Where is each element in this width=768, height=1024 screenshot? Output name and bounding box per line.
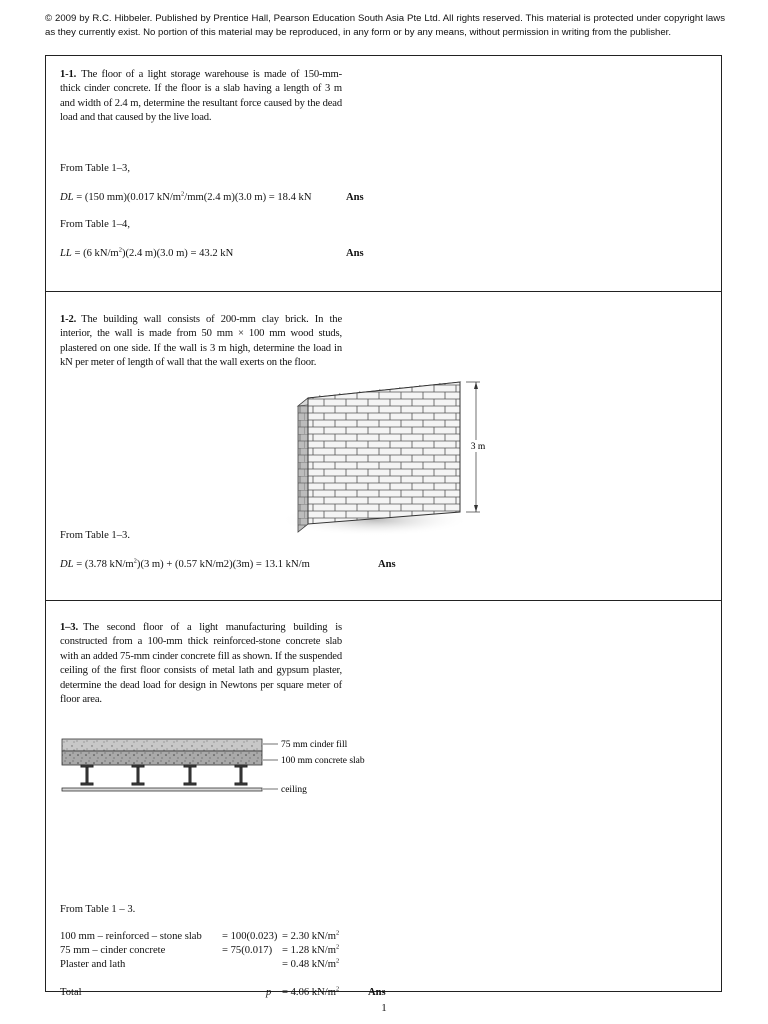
problem-1-2-statement: 1-2. The building wall consists of 200-mm clay brick. In the interior, the wall is made from 50 mm × 100 mm wood studs, plastered on one side. If the wall is 3 m high, determine the load in kN per meter of length of wall that the wall exerts on the floor. bbox=[60, 314, 342, 369]
table-reference: From Table 1–3. bbox=[60, 530, 130, 541]
live-load-equation: LL = (6 $kN/m^2)(2.4$ m)(3.0 m) = 43.2 kN bbox=[60, 246, 234, 259]
brick-wall-figure bbox=[280, 364, 500, 544]
steel-beams bbox=[81, 765, 247, 785]
load-row-label: 75 mm – cinder concrete bbox=[60, 945, 166, 956]
total-result: = 4.06 $kN/m^2$ bbox=[282, 985, 340, 998]
copyright-notice: © 2009 by R.C. Hibbeler. Published by Prentice Hall, Pearson Education South Asia Pte Ltd. All rights reserved. This material is protected under copyright laws as they currently exist. No portion of this material may be reproduced, in any form or by any means, without permission in writing from the publisher. bbox=[45, 13, 725, 38]
problem-1-3 bbox=[46, 601, 721, 998]
ceiling-label: ceiling bbox=[281, 785, 307, 795]
wall-front-face bbox=[308, 382, 460, 524]
problems-frame bbox=[45, 55, 722, 998]
total-variable: p bbox=[266, 987, 272, 998]
answer-label: Ans bbox=[346, 192, 364, 203]
problem-1-1 bbox=[46, 56, 721, 292]
page-number: 1 bbox=[381, 1002, 387, 1014]
load-row-expression: = 100(0.023) bbox=[222, 931, 278, 942]
dead-load-equation: DL = (3.78 $kN/m^2)(3$ m) + (0.57 kN/m2)(3m) = 13.1 kN/m bbox=[60, 557, 310, 570]
problem-1-2 bbox=[46, 292, 721, 601]
answer-label: Ans bbox=[346, 248, 364, 259]
load-row-result: = 2.30 $kN/m^2$ bbox=[282, 929, 340, 942]
table-reference: From Table 1–4, bbox=[60, 219, 130, 230]
wall-side-face bbox=[298, 398, 308, 532]
problem-number: 1–3. bbox=[60, 622, 78, 633]
load-row-result: = 1.28 $kN/m^2$ bbox=[282, 943, 340, 956]
problem-number: 1-2. bbox=[60, 314, 77, 325]
concrete-slab-layer bbox=[62, 751, 262, 765]
dead-load-equation: DL = (150 mm)(0.017 $kN/m^2/mm(2.4$ m)(3.0 m) = 18.4 kN bbox=[60, 190, 312, 203]
concrete-slab-label: 100 mm concrete slab bbox=[281, 756, 365, 766]
height-label: 3 m bbox=[470, 442, 486, 452]
problem-number: 1-1. bbox=[60, 69, 77, 80]
ceiling-layer bbox=[62, 788, 262, 791]
answer-label: Ans bbox=[378, 559, 396, 570]
slab-section-figure bbox=[60, 736, 380, 806]
load-row-result: = 0.48 $kN/m^2$ bbox=[282, 957, 340, 970]
problem-1-3-statement: 1–3. The second floor of a light manufacturing building is constructed from a 100-mm thick reinforced-stone concrete slab with an added 75-mm cinder concrete fill as shown. If the suspended ceiling of the first floor consists of metal lath and gypsum plaster, determine the dead load for design in Newtons per square meter of floor area. bbox=[60, 622, 342, 706]
load-row-expression: = 75(0.017) bbox=[222, 945, 273, 956]
answer-label: Ans bbox=[368, 987, 386, 998]
table-reference: From Table 1 – 3. bbox=[60, 904, 136, 915]
total-label: Total bbox=[60, 987, 82, 998]
cinder-fill-layer bbox=[62, 739, 262, 751]
cinder-fill-label: 75 mm cinder fill bbox=[281, 740, 348, 750]
load-row-label: Plaster and lath bbox=[60, 959, 126, 970]
table-reference: From Table 1–3, bbox=[60, 163, 130, 174]
load-row-label: 100 mm – reinforced – stone slab bbox=[60, 931, 202, 942]
problem-1-1-statement: 1-1. The floor of a light storage warehouse is made of 150-mm-thick cinder concrete. If the floor is a slab having a length of 3 m and width of 2.4 m, determine the resultant force caused by the dead load and that caused by the live load. bbox=[60, 69, 342, 124]
